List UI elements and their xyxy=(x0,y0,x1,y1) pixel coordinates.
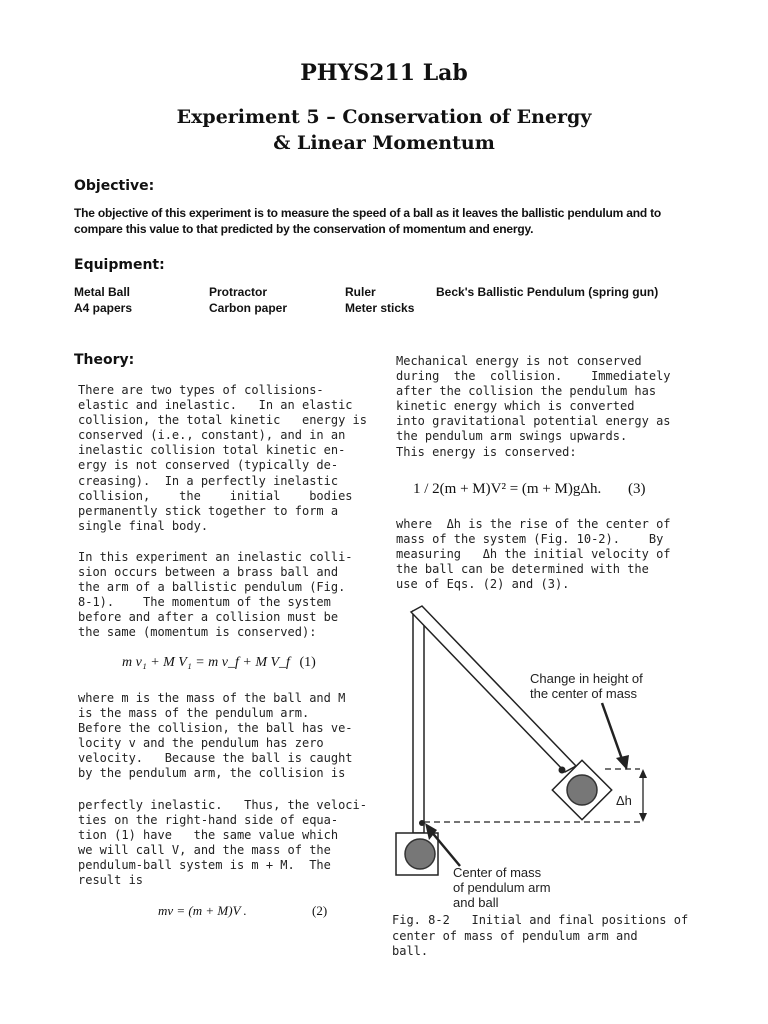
text-line: ties on the right-hand side of equa- xyxy=(78,813,339,828)
text-line: use of Eqs. (2) and (3). xyxy=(396,577,570,592)
text-line: we will call V, and the mass of the xyxy=(78,843,331,858)
text-line: This energy is conserved: xyxy=(396,444,577,459)
label-line: Center of mass xyxy=(453,865,542,880)
text-line: creasing). In a perfectly inelastic xyxy=(78,473,339,488)
text-line: permanently stick together to form a xyxy=(78,503,339,518)
equipment-item: A4 papers xyxy=(74,301,133,315)
text-line: single final body. xyxy=(78,518,209,533)
experiment-title-line2: & Linear Momentum xyxy=(273,132,495,154)
text-line: before and after a collision must be xyxy=(78,610,339,625)
caption-line: ball. xyxy=(392,944,429,958)
text-line: where m is the mass of the ball and M xyxy=(78,691,346,705)
objective-line: compare this value to that predicted by the conservation of momentum and energy. xyxy=(74,222,534,236)
objective-heading: Objective: xyxy=(74,178,155,194)
text-line: result is xyxy=(78,873,144,888)
text-line: perfectly inelastic. Thus, the veloci- xyxy=(78,798,367,812)
equipment-item: Carbon paper xyxy=(209,301,288,315)
text-line: the ball can be determined with the xyxy=(396,562,649,577)
text-line: during the collision. Immediately xyxy=(396,369,671,384)
text-line: collision, the initial bodies xyxy=(78,488,353,503)
equipment-item: Meter sticks xyxy=(345,301,415,315)
page-title: PHYS211 Lab xyxy=(300,60,468,86)
text-line: conserved (i.e., constant), and in an xyxy=(78,428,346,443)
equipment-item: Ruler xyxy=(345,285,376,299)
equation-1-body: m v₁ + M V₁ = m v_f + M V_f xyxy=(122,655,290,670)
equation-3: 1 / 2(m + M)V² = (m + M)gΔh. xyxy=(413,481,602,497)
text-line: There are two types of collisions- xyxy=(78,383,324,397)
theory-paragraph-1 xyxy=(78,383,367,534)
text-line: Before the collision, the ball has ve- xyxy=(78,721,353,736)
text-line: measuring Δh the initial velocity of xyxy=(396,547,671,562)
theory-heading: Theory: xyxy=(74,352,135,368)
equation-2-number: (2) xyxy=(312,903,328,918)
text-line: inelastic collision total kinetic en- xyxy=(78,443,346,458)
text-line: the same (momentum is conserved): xyxy=(78,625,317,640)
equation-1 xyxy=(122,655,342,671)
caption-line: Fig. 8-2 Initial and final positions of xyxy=(392,913,689,927)
figure-caption xyxy=(392,913,689,960)
equation-2: mv = (m + M)V . xyxy=(158,903,247,918)
theory-paragraph-4 xyxy=(78,798,367,889)
text-line: ergy is not conserved (typically de- xyxy=(78,458,339,473)
text-line: is the mass of the pendulum arm. xyxy=(78,706,310,721)
label-line: and ball xyxy=(453,895,499,910)
text-line: In this experiment an inelastic colli- xyxy=(78,550,353,564)
center-of-mass-final xyxy=(559,767,566,774)
pendulum-rod-vertical xyxy=(413,611,424,833)
theory-paragraph-3 xyxy=(78,691,353,782)
equation-3-number: (3) xyxy=(628,481,646,497)
delta-h-label: Δh xyxy=(616,793,632,808)
text-line: tion (1) have the same value which xyxy=(78,828,339,843)
change-height-label xyxy=(530,671,643,701)
theory-paragraph-2 xyxy=(78,550,353,641)
text-line: collision, the total kinetic energy is xyxy=(78,413,367,428)
text-line: elastic and inelastic. In an elastic xyxy=(78,398,353,413)
label-line: of pendulum arm xyxy=(453,880,551,895)
objective-text xyxy=(74,205,704,237)
ball-initial xyxy=(405,839,435,869)
text-line: by the pendulum arm, the collision is xyxy=(78,766,346,781)
text-line: pendulum-ball system is m + M. The xyxy=(78,858,331,873)
caption-line: center of mass of pendulum arm and xyxy=(392,928,638,943)
text-line: the pendulum arm swings upwards. xyxy=(396,429,628,444)
text-line: 8-1). The momentum of the system xyxy=(78,595,331,610)
equipment-heading: Equipment: xyxy=(74,257,165,273)
text-line: velocity. Because the ball is caught xyxy=(78,751,353,766)
center-of-mass-initial xyxy=(419,820,425,826)
label-line: Change in height of xyxy=(530,671,643,686)
change-height-arrow xyxy=(602,703,623,762)
equipment-item: Protractor xyxy=(209,285,268,299)
center-of-mass-label xyxy=(453,865,551,910)
right-paragraph-1 xyxy=(396,354,671,460)
equipment-item: Metal Ball xyxy=(74,285,131,299)
ball-final xyxy=(567,775,597,805)
text-line: where Δh is the rise of the center of xyxy=(396,517,671,531)
equipment-item: Beck's Ballistic Pendulum (spring gun) xyxy=(436,285,659,299)
text-line: mass of the system (Fig. 10-2). By xyxy=(396,532,664,547)
text-line: sion occurs between a brass ball and xyxy=(78,565,339,580)
equation-1-number: (1) xyxy=(299,655,316,670)
text-line: into gravitational potential energy as xyxy=(396,414,671,429)
right-paragraph-2 xyxy=(396,517,671,592)
text-line: after the collision the pendulum has xyxy=(396,384,657,399)
label-line: the center of mass xyxy=(530,686,637,701)
text-line: Mechanical energy is not conserved xyxy=(396,354,642,368)
text-line: kinetic energy which is converted xyxy=(396,399,635,414)
text-line: the arm of a ballistic pendulum (Fig. xyxy=(78,580,346,595)
objective-line: The objective of this experiment is to measure the speed of a ball as it leaves the ballistic pendulum and to xyxy=(74,206,662,220)
experiment-title-line1: Experiment 5 – Conservation of Energy xyxy=(176,106,592,128)
text-line: locity v and the pendulum has zero xyxy=(78,736,324,751)
